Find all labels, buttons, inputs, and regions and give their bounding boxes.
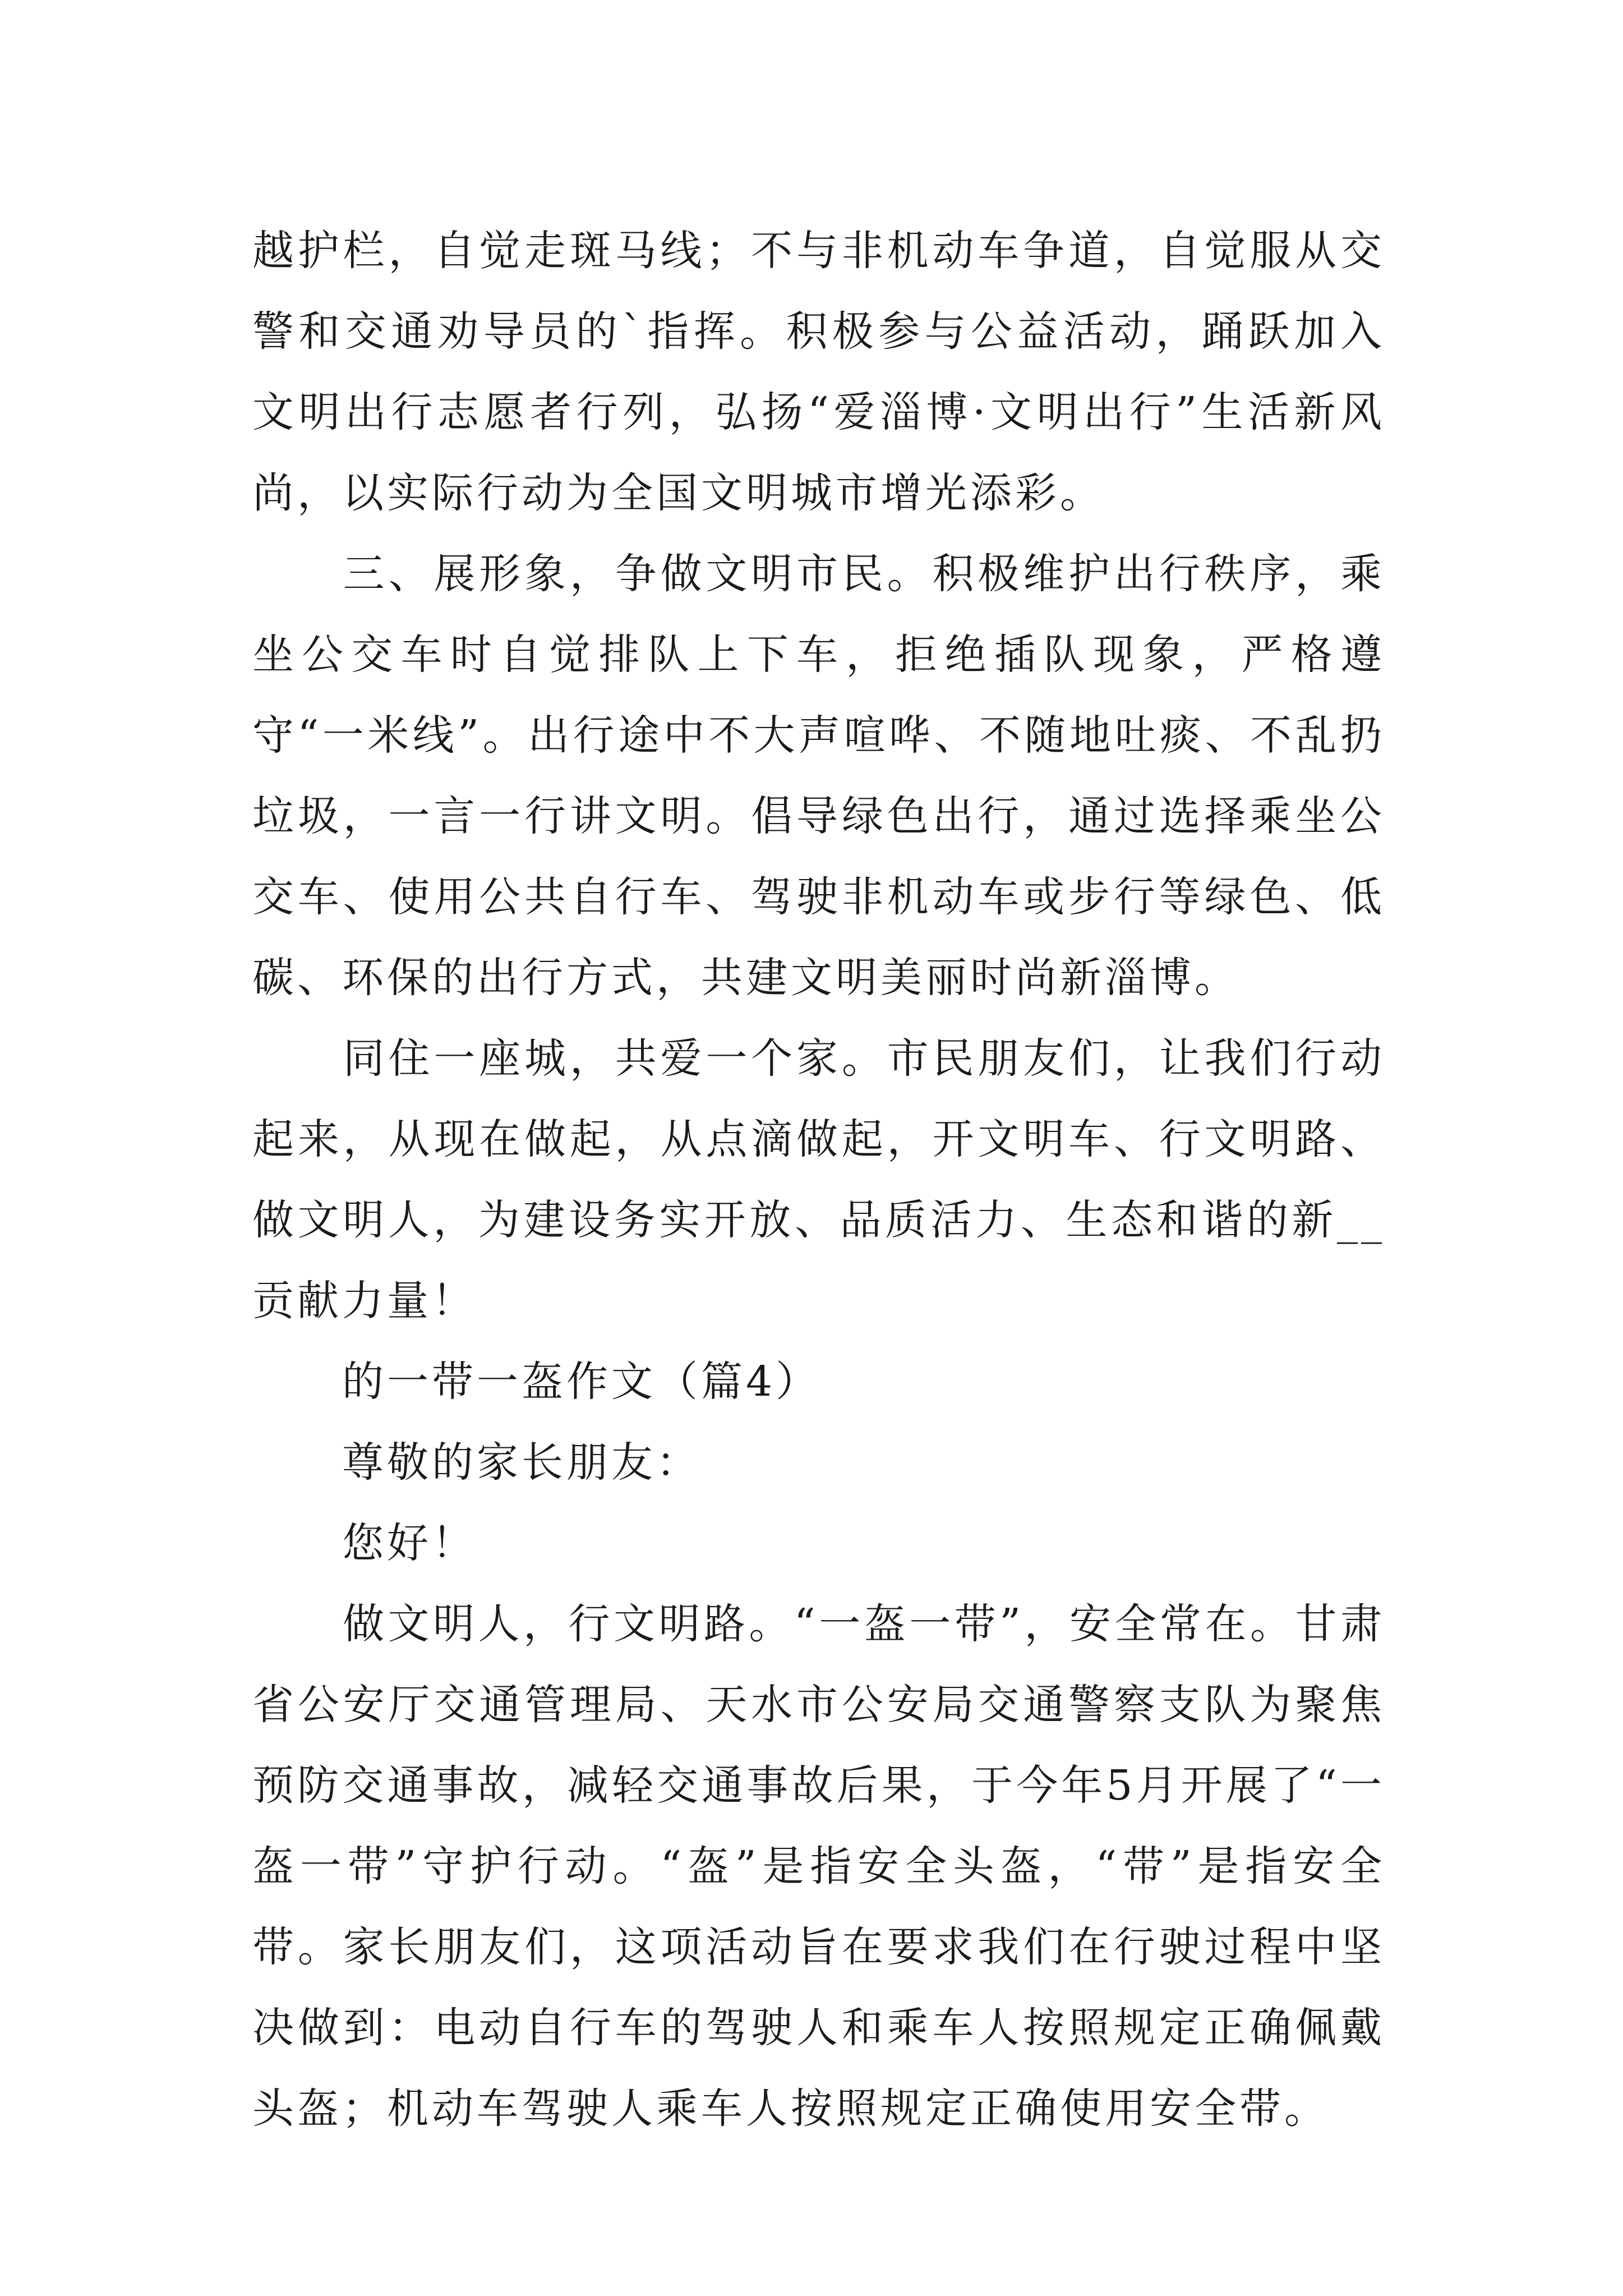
article-heading: 的一带一盔作文（篇4） (252, 1358, 821, 1406)
greeting: 您好！ (252, 1519, 477, 1567)
paragraph-closing-call: 同住一座城，共爱一个家。市民朋友们，让我们行动起来，从现在做起，从点滴做起，开文明车、行文明路、做文明人，为建设务实开放、品质活力、生态和谐的新__贡献力量！ (252, 1034, 1385, 1325)
paragraph-helmet-belt: 做文明人，行文明路。“一盔一带”，安全常在。甘肃省公安厅交通管理局、天水市公安局交通警察支队为聚焦预防交通事故，减轻交通事故后果，于今年5月开展了“一盔一带”守护行动。“盔”是指安全头盔，“带”是指安全带。家长朋友们，这项活动旨在要求我们在行驶过程中坚决做到：电动自行车的驾驶人和乘车人按照规定正确佩戴头盔；机动车驾驶人乘车人按照规定正确使用安全带。 (252, 1600, 1385, 2133)
salutation: 尊敬的家长朋友： (252, 1438, 701, 1487)
paragraph-continuation: 越护栏，自觉走斑马线；不与非机动车争道，自觉服从交警和交通劝导员的`指挥。积极参与公益活动，踊跃加入文明出行志愿者行列，弘扬“爱淄博·文明出行”生活新风尚，以实际行动为全国文明城市增光添彩。 (252, 227, 1385, 517)
paragraph-section-three: 三、展形象，争做文明市民。积极维护出行秩序，乘坐公交车时自觉排队上下车，拒绝插队现象，严格遵守“一米线”。出行途中不大声喧哗、不随地吐痰、不乱扔垃圾，一言一行讲文明。倡导绿色出行，通过选择乘坐公交车、使用公共自行车、驾驶非机动车或步行等绿色、低碳、环保的出行方式，共建文明美丽时尚新淄博。 (252, 550, 1385, 1002)
document-body (252, 210, 1385, 2149)
